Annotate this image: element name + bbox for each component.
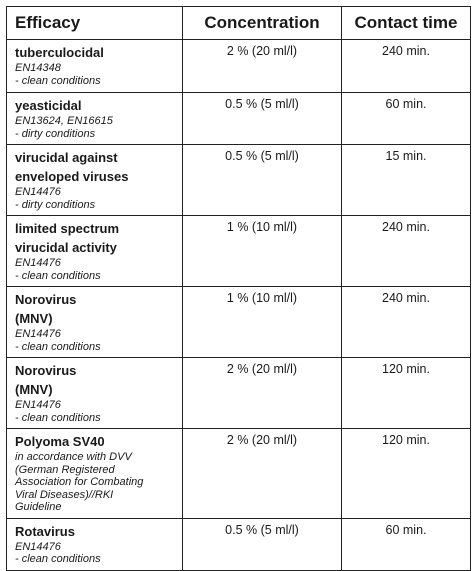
- efficacy-note: EN14476 - clean conditions: [15, 399, 101, 424]
- contact-time-cell: 15 min.: [342, 145, 471, 216]
- efficacy-name: limited spectrum virucidal activity: [15, 221, 120, 255]
- efficacy-cell: [7, 518, 183, 570]
- contact-time-cell: 120 min.: [342, 429, 471, 519]
- table-row: [7, 287, 471, 358]
- concentration-cell: 2 % (20 ml/l): [183, 358, 342, 429]
- table-row: [7, 518, 471, 570]
- table-row: [7, 40, 471, 93]
- concentration-cell: 0.5 % (5 ml/l): [183, 93, 342, 145]
- contact-time-cell: 240 min.: [342, 40, 471, 93]
- contact-time-cell: 60 min.: [342, 93, 471, 145]
- header-row: [7, 7, 471, 40]
- efficacy-note: EN14476 - clean conditions: [15, 540, 101, 565]
- efficacy-name: Polyoma SV40: [15, 434, 105, 449]
- efficacy-note: EN14348 - clean conditions: [15, 62, 101, 87]
- header-concentration: Concentration: [183, 7, 342, 40]
- efficacy-cell: [7, 429, 183, 519]
- header-contact-time: Contact time: [342, 7, 471, 40]
- efficacy-cell: [7, 145, 183, 216]
- table-row: [7, 358, 471, 429]
- concentration-cell: 1 % (10 ml/l): [183, 216, 342, 287]
- efficacy-table: [6, 6, 471, 571]
- efficacy-cell: [7, 287, 183, 358]
- table-row: [7, 93, 471, 145]
- efficacy-note: EN13624, EN16615 - dirty conditions: [15, 115, 113, 140]
- efficacy-note: EN14476 - clean conditions: [15, 257, 101, 282]
- contact-time-cell: 240 min.: [342, 216, 471, 287]
- efficacy-note: in accordance with DVV (German Registered Association for Combating Viral Diseases)//RKI Guideline: [15, 451, 144, 513]
- concentration-cell: 0.5 % (5 ml/l): [183, 518, 342, 570]
- concentration-cell: 0.5 % (5 ml/l): [183, 145, 342, 216]
- efficacy-name: yeasticidal: [15, 98, 82, 113]
- contact-time-cell: 120 min.: [342, 358, 471, 429]
- efficacy-name: tuberculocidal: [15, 45, 104, 60]
- efficacy-cell: [7, 358, 183, 429]
- concentration-cell: 2 % (20 ml/l): [183, 40, 342, 93]
- efficacy-name: Norovirus (MNV): [15, 363, 77, 397]
- contact-time-cell: 240 min.: [342, 287, 471, 358]
- efficacy-name: Norovirus (MNV): [15, 292, 77, 326]
- table-row: [7, 216, 471, 287]
- table-row: [7, 145, 471, 216]
- efficacy-name: Rotavirus: [15, 523, 75, 539]
- header-efficacy: Efficacy: [7, 7, 183, 40]
- efficacy-name: virucidal against enveloped viruses: [15, 150, 129, 184]
- efficacy-cell: [7, 93, 183, 145]
- efficacy-note: EN14476 - clean conditions: [15, 328, 101, 353]
- table-row: [7, 429, 471, 519]
- concentration-cell: 1 % (10 ml/l): [183, 287, 342, 358]
- efficacy-cell: [7, 216, 183, 287]
- efficacy-note: EN14476 - dirty conditions: [15, 186, 96, 211]
- efficacy-cell: [7, 40, 183, 93]
- concentration-cell: 2 % (20 ml/l): [183, 429, 342, 519]
- contact-time-cell: 60 min.: [342, 518, 471, 570]
